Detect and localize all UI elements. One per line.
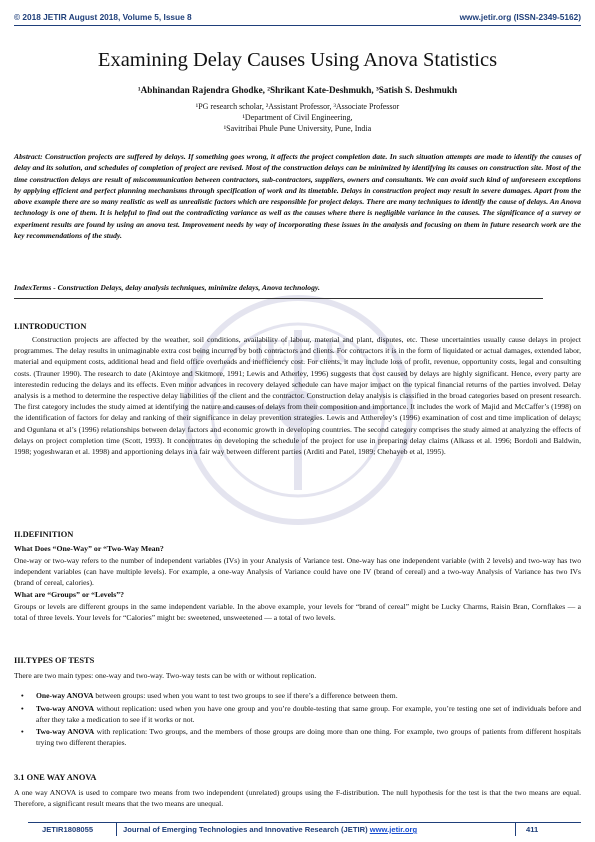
author-list: ¹Abhinandan Rajendra Ghodke, ²Shrikant Kate-Deshmukh, ³Satish S. Deshmukh (137, 85, 458, 95)
paper-title: Examining Delay Causes Using Anova Statistics (97, 49, 498, 71)
types-heading: III.TYPES OF TESTS (14, 656, 95, 665)
test-types-list (14, 690, 581, 750)
bullet-icon: • (21, 703, 24, 713)
affiliation-line-2: ¹Department of Civil Engineering, (242, 113, 353, 122)
footer-article-id: JETIR1808055 (42, 825, 94, 834)
list-item-term: One-way ANOVA (36, 691, 94, 700)
oneway-heading: 3.1 ONE WAY ANOVA (14, 773, 97, 782)
definition-heading: II.DEFINITION (14, 530, 74, 539)
list-item (14, 703, 581, 725)
list-item-term: Two-way ANOVA (36, 727, 95, 737)
list-item (14, 726, 581, 748)
footer-journal (123, 825, 417, 834)
footer-divider (515, 822, 516, 836)
section-divider (14, 298, 543, 299)
list-item (14, 690, 581, 701)
definition-question-2: What are “Groups” or “Levels”? (14, 590, 125, 599)
intro-heading: I.INTRODUCTION (14, 322, 87, 331)
types-intro: There are two main types: one-way and two-way. Two-way tests can be with or without replication. (14, 671, 317, 680)
footer-journal-name: Journal of Emerging Technologies and Innovative Research (JETIR) (123, 825, 370, 834)
bullet-icon: • (21, 691, 24, 700)
page-number: 411 (526, 825, 539, 834)
intro-paragraph: Construction projects are affected by the weather, soil conditions, availability of labour, material and plant, disputes, etc. These uncertainties usually cause delays in project programmes. The delay results in unimaginable extra cost being incurred by both contractors and clients. For contractors it is in the form of liquidated or actual damages, extended labor, material and equipment costs, additional head and field office overheads and inefficiency cost. For clients, it may include loss of profit, revenue, opportunity costs, legal and consulting costs. (Trauner 1990). The research to date (Akintoye and Skitmore, 1991; Lewis and Atherley, 1996) suggests that cost caused by delays are highly significant. Hence, every party are interestedin reducing the delays and its effects. Even minor advances in recovery delayed schedule can have major impact on the typical financial returns of the parties involved. Delay analysis is a method to determine the respective delay liabilities of the client and the contractor. Construction delay analysis is classified in the broad categories based on present research. The first category includes the study aimed at identifying the nature and causes of delays from their composition and importance. It includes the work of Majid and McCaffer’s (1998) on the identification of factors for delay and ranking of their significance in delay prevention strategies. Lewis and Atthereley’s (1996) examination of cost and time implication of delays; and Ogunlana et al’s (1996) relationships between delay factors and economic growth in developing countries. The second category comprises the study aimed at analyzing the effects of delays on project completion time (Scott, 1993). It concentrates on developing the schedule of the project for use in preparing delay claims (Alkass et al. 1996; Bordoli and Baldwin, 1998; yogeshwaran et al. 1998) and apportioning delays in a fair way between different parties (Arditi and Patel, 1989; Chehayeb et al, 1995). (14, 335, 581, 457)
header-copyright: © 2018 JETIR August 2018, Volume 5, Issue 8 (14, 12, 192, 22)
header-rule (14, 25, 581, 26)
definition-question-1: What Does “One-Way” or “Two-Way Mean? (14, 544, 164, 553)
footer-divider (116, 822, 117, 836)
watermark-text: JETIR (247, 333, 349, 370)
running-footer (28, 825, 581, 837)
list-item-text: with replication: Two groups, and the members of those groups are doing more than one thing. For example, two groups of patients from different hospitals trying two different therapies. (36, 727, 582, 748)
affiliation-line-1: ¹PG research scholar, ²Assistant Professor, ³Associate Professor (195, 102, 400, 111)
running-header (14, 12, 581, 26)
list-item-text: without replication: used when you have one group and you’re double-testing that same group. For example, you’re testing one set of individuals before and after they take a medication to see if it works or not. (36, 703, 581, 724)
footer-website-link[interactable]: www.jetir.org (369, 825, 418, 834)
definition-paragraph-1: One-way or two-way refers to the number of independent variables (IVs) in your Analysis of Variance test. One-way has one independent variable (with 2 levels) and two-way has two independent variables (can have multiple levels). For example, a one-way Analysis of Variance could have one IV (brand of cereal) and a two-way Analysis of Variance has two IVs (brand of cereal, calories). (14, 556, 581, 588)
abstract: Abstract: Construction projects are suffered by delays. If something goes wrong, it affects the project completion date. In such situation attempts are made to identify the causes of delay and its solution, and schedules of completion of project are revised. Most of the construction delays can be minimized by identifying its causes on construction site. Most of the time construction delays are result of miscommunication between contractors, sub-contractors, suppliers, owners and consultants. We can avoid such kind of unforeseen exceptions by applying efficient and perfect planning mechanisms through specification of work and its timetable. Delays in construction project may result in severe damages. Apart from the above example there are so many realistic as well as unrealistic factors which are responsible for project delays. There are many techniques to identify the cause of delays. An Anova technology is one of them. It is helpful to find out the contradicting variance as well as the causes where there is negligible variance in the causes. The significance of a survey or experiment results are found by using an anova test. Improvement needs by way of incorporating these issues in the analysis and focusing on them in future research work are the key recommendations of the study. (14, 152, 581, 240)
oneway-paragraph: A one way ANOVA is used to compare two means from two independent (unrelated) groups using the F-distribution. The null hypothesis for the test is that the two means are equal. Therefore, a significant result means that the two means are unequal. (14, 788, 581, 809)
index-terms: IndexTerms - Construction Delays, delay analysis techniques, minimize delays, Anova technology. (14, 283, 320, 292)
header-website[interactable]: www.jetir.org (ISSN-2349-5162) (459, 12, 581, 22)
list-item-text: between groups: used when you want to test two groups to see if there’s a difference between them. (93, 691, 398, 700)
bullet-icon: • (21, 727, 24, 737)
affiliation-line-3: ¹Savitribai Phule Pune University, Pune, India (223, 124, 372, 133)
footer-rule (28, 822, 581, 823)
list-item-term: Two-way ANOVA (36, 703, 95, 713)
definition-paragraph-2: Groups or levels are different groups in the same independent variable. In the above example, your levels for “brand of cereal” might be Lucky Charms, Raisin Bran, Cornflakes — a total of three levels. Your levels for “Calories” might be: sweetened, unsweetened — a total of two levels. (14, 602, 581, 623)
